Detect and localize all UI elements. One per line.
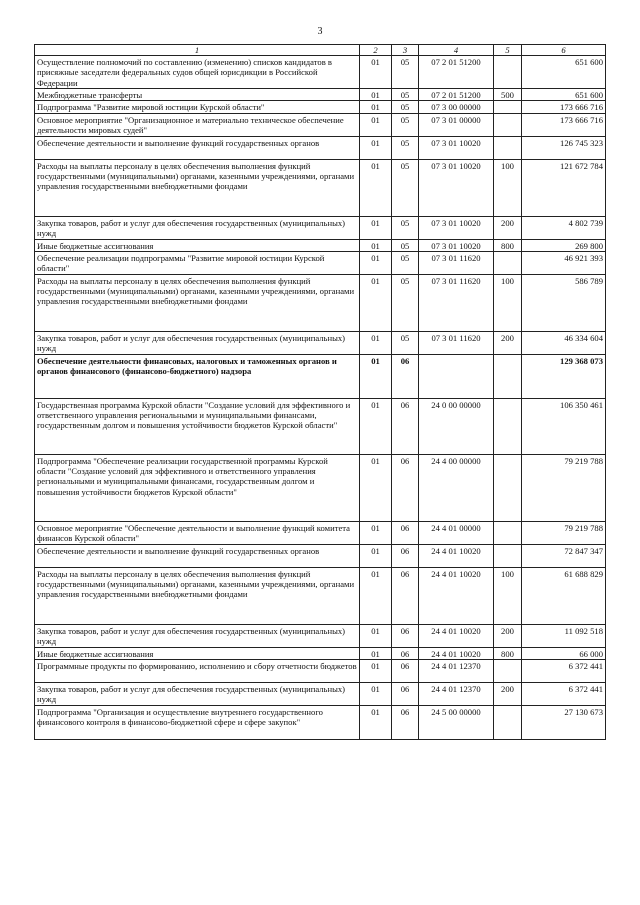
row-amount-cell: 651 600 [522,89,606,101]
row-subsection-cell: 05 [392,113,419,136]
row-name-cell: Межбюджетные трансферты [35,89,360,101]
row-expense-type-cell [494,101,522,113]
row-target-code-cell: 07 3 01 10020 [419,136,494,159]
table-row [35,101,606,113]
table-row [35,624,606,647]
row-expense-type-cell: 100 [494,159,522,216]
table-row [35,159,606,216]
row-target-code-cell: 24 4 01 10020 [419,647,494,659]
table-row [35,239,606,251]
row-section-cell: 01 [360,544,392,567]
row-target-code-cell: 24 4 01 00000 [419,521,494,544]
row-expense-type-cell [494,113,522,136]
row-subsection-cell: 05 [392,274,419,331]
row-subsection-cell: 06 [392,454,419,521]
row-name-cell: Расходы на выплаты персоналу в целях обеспечения выполнения функций государственными (муниципальными) органами, казенными учреждениями, органами управления государственными внебюджетными фондами [35,159,360,216]
row-amount-cell: 173 666 716 [522,101,606,113]
row-subsection-cell: 06 [392,567,419,624]
row-target-code-cell: 07 3 01 11620 [419,331,494,354]
row-section-cell: 01 [360,398,392,454]
row-amount-cell: 129 368 073 [522,354,606,398]
row-name-cell: Иные бюджетные ассигнования [35,239,360,251]
table-row [35,274,606,331]
row-section-cell: 01 [360,101,392,113]
row-section-cell: 01 [360,683,392,706]
row-expense-type-cell: 200 [494,683,522,706]
row-target-code-cell: 24 4 01 12370 [419,660,494,683]
row-subsection-cell: 05 [392,89,419,101]
row-expense-type-cell: 200 [494,624,522,647]
row-target-code-cell: 07 3 00 00000 [419,101,494,113]
row-expense-type-cell [494,56,522,89]
table-row [35,567,606,624]
page-number: 3 [317,26,323,37]
row-target-code-cell: 07 3 01 10020 [419,159,494,216]
row-amount-cell: 79 219 788 [522,454,606,521]
row-section-cell: 01 [360,354,392,398]
row-expense-type-cell [494,354,522,398]
table-row [35,398,606,454]
row-expense-type-cell [494,706,522,740]
table-row [35,660,606,683]
row-target-code-cell: 07 2 01 51200 [419,56,494,89]
row-name-cell: Расходы на выплаты персоналу в целях обеспечения выполнения функций государственными (муниципальными) органами, казенными учреждениями, органами управления государственными внебюджетными фондами [35,567,360,624]
table-row [35,454,606,521]
row-section-cell: 01 [360,136,392,159]
row-subsection-cell: 06 [392,647,419,659]
row-amount-cell: 79 219 788 [522,521,606,544]
table-row [35,354,606,398]
row-amount-cell: 46 334 604 [522,331,606,354]
row-subsection-cell: 05 [392,331,419,354]
row-target-code-cell: 07 3 01 11620 [419,251,494,274]
row-section-cell: 01 [360,454,392,521]
row-amount-cell: 121 672 784 [522,159,606,216]
row-amount-cell: 27 130 673 [522,706,606,740]
row-section-cell: 01 [360,331,392,354]
row-amount-cell: 651 600 [522,56,606,89]
row-name-cell: Обеспечение реализации подпрограммы "Развитие мировой юстиции Курской области" [35,251,360,274]
row-amount-cell: 126 745 323 [522,136,606,159]
row-amount-cell: 586 789 [522,274,606,331]
row-name-cell: Закупка товаров, работ и услуг для обеспечения государственных (муниципальных) нужд [35,331,360,354]
row-target-code-cell: 24 0 00 00000 [419,398,494,454]
row-section-cell: 01 [360,567,392,624]
row-name-cell: Подпрограмма "Развитие мировой юстиции Курской области" [35,101,360,113]
row-section-cell: 01 [360,216,392,239]
row-name-cell: Государственная программа Курской области "Создание условий для эффективного и ответственного управления региональными и муниципальными финансами, государственным долгом и повышения устойчивости бюджетов Курской области" [35,398,360,454]
table-row [35,521,606,544]
row-expense-type-cell: 100 [494,274,522,331]
row-name-cell: Основное мероприятие "Обеспечение деятельности и выполнение функций комитета финансов Курской области" [35,521,360,544]
row-section-cell: 01 [360,239,392,251]
row-target-code-cell: 07 3 01 10020 [419,216,494,239]
table-row [35,331,606,354]
table-row [35,136,606,159]
table-row [35,647,606,659]
table-row [35,683,606,706]
row-section-cell: 01 [360,251,392,274]
row-target-code-cell: 24 4 01 12370 [419,683,494,706]
row-expense-type-cell [494,398,522,454]
budget-table [34,44,606,740]
row-name-cell: Обеспечение деятельности и выполнение функций государственных органов [35,544,360,567]
row-name-cell: Иные бюджетные ассигнования [35,647,360,659]
row-section-cell: 01 [360,706,392,740]
row-subsection-cell: 06 [392,683,419,706]
header-cell-target-code: 4 [419,45,494,56]
row-name-cell: Основное мероприятие "Организационное и материально техническое обеспечение деятельности мировых судей" [35,113,360,136]
row-name-cell: Расходы на выплаты персоналу в целях обеспечения выполнения функций государственными (муниципальными) органами, казенными учреждениями, органами управления государственными внебюджетными фондами [35,274,360,331]
row-subsection-cell: 06 [392,354,419,398]
row-subsection-cell: 06 [392,660,419,683]
row-subsection-cell: 06 [392,624,419,647]
row-target-code-cell: 24 4 01 10020 [419,544,494,567]
row-expense-type-cell: 200 [494,331,522,354]
row-subsection-cell: 06 [392,706,419,740]
row-name-cell: Обеспечение деятельности и выполнение функций государственных органов [35,136,360,159]
row-amount-cell: 11 092 518 [522,624,606,647]
row-section-cell: 01 [360,89,392,101]
row-target-code-cell: 24 5 00 00000 [419,706,494,740]
row-name-cell: Обеспечение деятельности финансовых, налоговых и таможенных органов и органов финансового (финансово-бюджетного) надзора [35,354,360,398]
row-target-code-cell: 07 3 01 00000 [419,113,494,136]
row-name-cell: Осуществление полномочий по составлению (изменению) списков кандидатов в присяжные заседатели федеральных судов общей юрисдикции в Российской Федерации [35,56,360,89]
row-target-code-cell: 24 4 01 10020 [419,567,494,624]
table-row [35,113,606,136]
row-amount-cell: 61 688 829 [522,567,606,624]
table-row [35,216,606,239]
row-expense-type-cell [494,136,522,159]
row-name-cell: Закупка товаров, работ и услуг для обеспечения государственных (муниципальных) нужд [35,216,360,239]
header-cell-expense-type: 5 [494,45,522,56]
row-subsection-cell: 05 [392,136,419,159]
row-target-code-cell [419,354,494,398]
row-target-code-cell: 07 3 01 10020 [419,239,494,251]
table-row [35,56,606,89]
row-section-cell: 01 [360,660,392,683]
header-row [35,45,606,56]
table-row [35,544,606,567]
row-amount-cell: 269 800 [522,239,606,251]
row-expense-type-cell [494,521,522,544]
table-row [35,251,606,274]
row-amount-cell: 6 372 441 [522,660,606,683]
row-subsection-cell: 05 [392,239,419,251]
row-subsection-cell: 05 [392,159,419,216]
row-name-cell: Подпрограмма "Обеспечение реализации государственной программы Курской области "Создание условий для эффективного и ответственного управления региональными и муниципальными финансами, государственным долгом и повышения устойчивости бюджетов Курской области" [35,454,360,521]
row-expense-type-cell: 100 [494,567,522,624]
row-amount-cell: 4 802 739 [522,216,606,239]
header-cell-section: 2 [360,45,392,56]
row-target-code-cell: 24 4 00 00000 [419,454,494,521]
table-body [35,56,606,740]
table-row [35,706,606,740]
row-name-cell: Закупка товаров, работ и услуг для обеспечения государственных (муниципальных) нужд [35,624,360,647]
row-expense-type-cell: 500 [494,89,522,101]
header-cell-amount: 6 [522,45,606,56]
row-amount-cell: 46 921 393 [522,251,606,274]
row-subsection-cell: 06 [392,398,419,454]
row-expense-type-cell: 800 [494,239,522,251]
row-target-code-cell: 07 2 01 51200 [419,89,494,101]
row-expense-type-cell [494,544,522,567]
row-section-cell: 01 [360,521,392,544]
row-expense-type-cell [494,251,522,274]
row-section-cell: 01 [360,159,392,216]
row-amount-cell: 6 372 441 [522,683,606,706]
row-subsection-cell: 06 [392,544,419,567]
table-row [35,89,606,101]
header-cell-name: 1 [35,45,360,56]
row-subsection-cell: 06 [392,521,419,544]
row-section-cell: 01 [360,56,392,89]
row-expense-type-cell: 200 [494,216,522,239]
row-section-cell: 01 [360,647,392,659]
row-expense-type-cell: 800 [494,647,522,659]
row-target-code-cell: 07 3 01 11620 [419,274,494,331]
row-name-cell: Закупка товаров, работ и услуг для обеспечения государственных (муниципальных) нужд [35,683,360,706]
row-amount-cell: 72 847 347 [522,544,606,567]
row-section-cell: 01 [360,274,392,331]
row-amount-cell: 173 666 716 [522,113,606,136]
row-subsection-cell: 05 [392,56,419,89]
row-subsection-cell: 05 [392,216,419,239]
row-name-cell: Программные продукты по формированию, исполнению и сбору отчетности бюджетов [35,660,360,683]
row-expense-type-cell [494,454,522,521]
row-subsection-cell: 05 [392,251,419,274]
row-amount-cell: 106 350 461 [522,398,606,454]
row-section-cell: 01 [360,624,392,647]
row-section-cell: 01 [360,113,392,136]
row-name-cell: Подпрограмма "Организация и осуществление внутреннего государственного финансового контроля в финансово-бюджетной сфере и сфере закупок" [35,706,360,740]
row-subsection-cell: 05 [392,101,419,113]
row-target-code-cell: 24 4 01 10020 [419,624,494,647]
row-amount-cell: 66 000 [522,647,606,659]
header-cell-subsection: 3 [392,45,419,56]
row-expense-type-cell [494,660,522,683]
